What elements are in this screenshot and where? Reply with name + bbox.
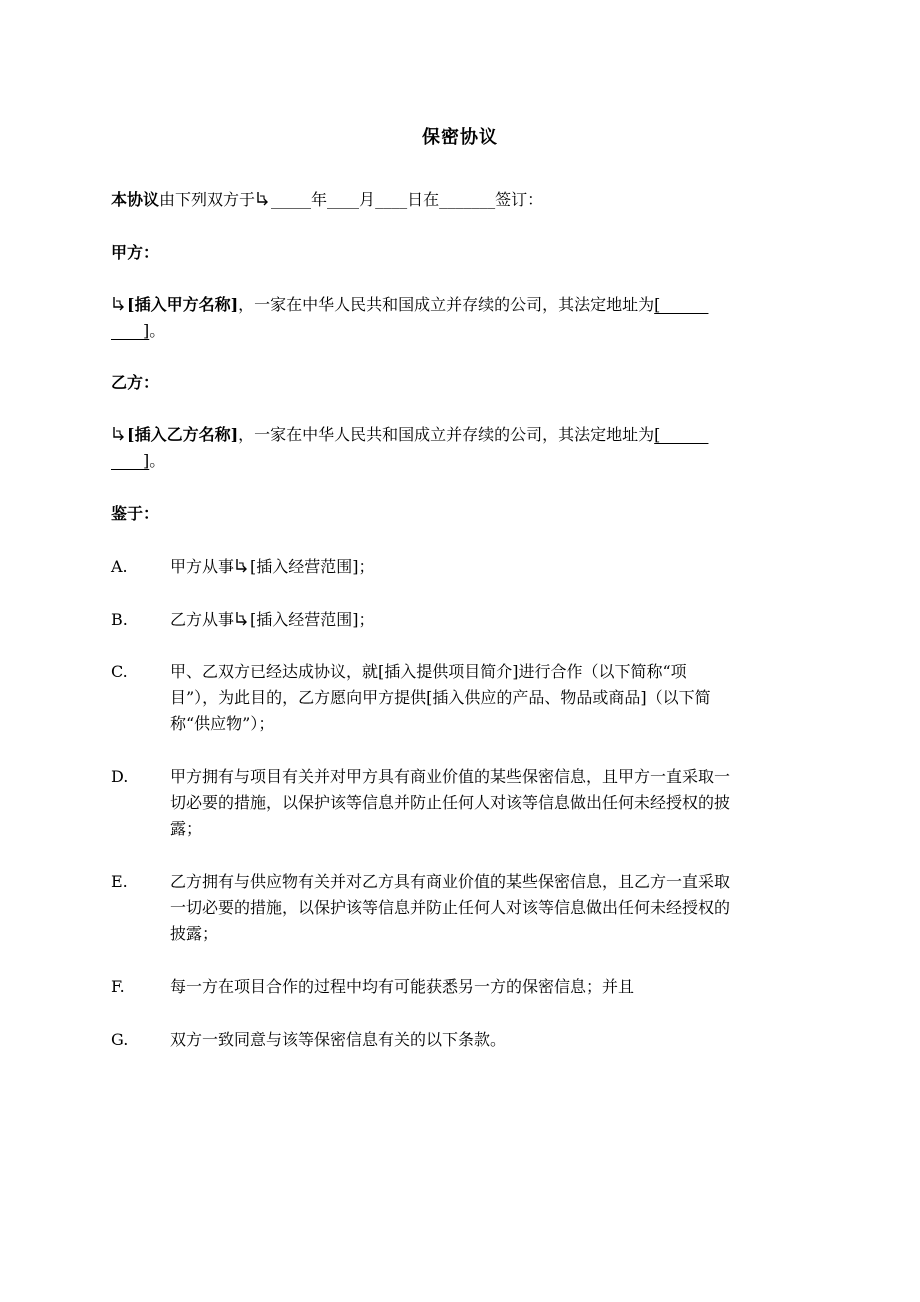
insert-arrow-icon — [111, 425, 127, 443]
item-c-line: 甲、乙双方已经达成协议，就[插入提供项目简介]进行合作（以下简称“项 — [170, 662, 687, 681]
item-label-f: F. — [111, 977, 125, 996]
item-text-b — [170, 607, 810, 633]
party-b-line-2 — [111, 449, 811, 473]
party-b-end: 。 — [149, 451, 166, 470]
item-e-line: 一切必要的措施，以保护该等信息并防止任何人对该等信息做出任何未经授权的 — [170, 898, 731, 917]
item-e-line: 乙方拥有与供应物有关并对乙方具有商业价值的某些保密信息，且乙方一直采取 — [170, 872, 731, 891]
party-b-address-blank-end[interactable]: ____] — [111, 451, 150, 470]
document-title: 保密协议 — [422, 127, 498, 148]
party-a-address-blank[interactable]: [______ — [654, 295, 709, 314]
blank-month[interactable]: ____ — [327, 190, 360, 209]
item-label-g: G. — [111, 1030, 129, 1049]
party-b-name-placeholder[interactable]: [插入乙方名称] — [127, 425, 239, 444]
item-f-line: 每一方在项目合作的过程中均有可能获悉另一方的保密信息；并且 — [170, 977, 635, 996]
party-a-line-2 — [111, 319, 811, 343]
party-b-description: ，一家在中华人民共和国成立并存续的公司，其法定地址为 — [238, 425, 655, 444]
item-label-b: B. — [111, 610, 128, 629]
intro-text: 由下列双方于 — [159, 190, 256, 209]
party-a-line-1 — [111, 293, 811, 317]
item-text-d — [170, 764, 810, 842]
item-d-line: 露； — [170, 819, 203, 838]
item-b-text-before: 乙方从事 — [170, 610, 235, 629]
item-e-line: 披露； — [170, 924, 219, 943]
item-text-e — [170, 869, 810, 947]
party-b-heading: 乙方： — [111, 373, 160, 392]
insert-arrow-icon — [234, 610, 250, 628]
label-year: 年 — [311, 190, 328, 209]
label-day: 日在 — [407, 190, 440, 209]
label-month: 月 — [359, 190, 376, 209]
item-text-a — [170, 554, 810, 580]
item-text-g — [170, 1027, 810, 1053]
item-d-line: 甲方拥有与项目有关并对甲方具有商业价值的某些保密信息，且甲方一直采取一 — [170, 767, 731, 786]
item-text-c — [170, 659, 810, 737]
item-b-text-after[interactable]: [插入经营范围]； — [250, 610, 375, 629]
blank-year[interactable]: _____ — [271, 190, 312, 209]
blank-place[interactable]: _______ — [439, 190, 496, 209]
item-label-e: E. — [111, 872, 128, 891]
item-a-text-before: 甲方从事 — [170, 557, 235, 576]
insert-arrow-icon — [111, 295, 127, 313]
item-label-d: D. — [111, 767, 129, 786]
item-c-line: 目”），为此目的，乙方愿向甲方提供[插入供应的产品、物品或商品]（以下简 — [170, 688, 711, 707]
item-g-line: 双方一致同意与该等保密信息有关的以下条款。 — [170, 1030, 507, 1049]
item-d-line: 切必要的措施，以保护该等信息并防止任何人对该等信息做出任何未经授权的披 — [170, 793, 731, 812]
party-b-address-blank[interactable]: [______ — [654, 425, 709, 444]
label-signed: 签订： — [495, 190, 544, 209]
item-c-line: 称“供应物”）； — [170, 714, 275, 733]
party-b-line-1 — [111, 423, 811, 447]
insert-arrow-icon — [255, 190, 271, 208]
item-a-text-after[interactable]: [插入经营范围]； — [250, 557, 375, 576]
intro-bold-lead: 本协议 — [111, 190, 160, 209]
intro-line — [111, 188, 811, 212]
party-a-description: ，一家在中华人民共和国成立并存续的公司，其法定地址为 — [238, 295, 655, 314]
party-a-end: 。 — [149, 321, 166, 340]
item-label-c: C. — [111, 662, 128, 681]
party-a-heading: 甲方： — [111, 243, 160, 262]
party-a-address-blank-end[interactable]: ____] — [111, 321, 150, 340]
blank-day[interactable]: ____ — [375, 190, 408, 209]
item-text-f — [170, 974, 810, 1000]
whereas-heading: 鉴于： — [111, 504, 160, 523]
party-a-name-placeholder[interactable]: [插入甲方名称] — [127, 295, 239, 314]
insert-arrow-icon — [234, 557, 250, 575]
item-label-a: A. — [111, 557, 128, 576]
